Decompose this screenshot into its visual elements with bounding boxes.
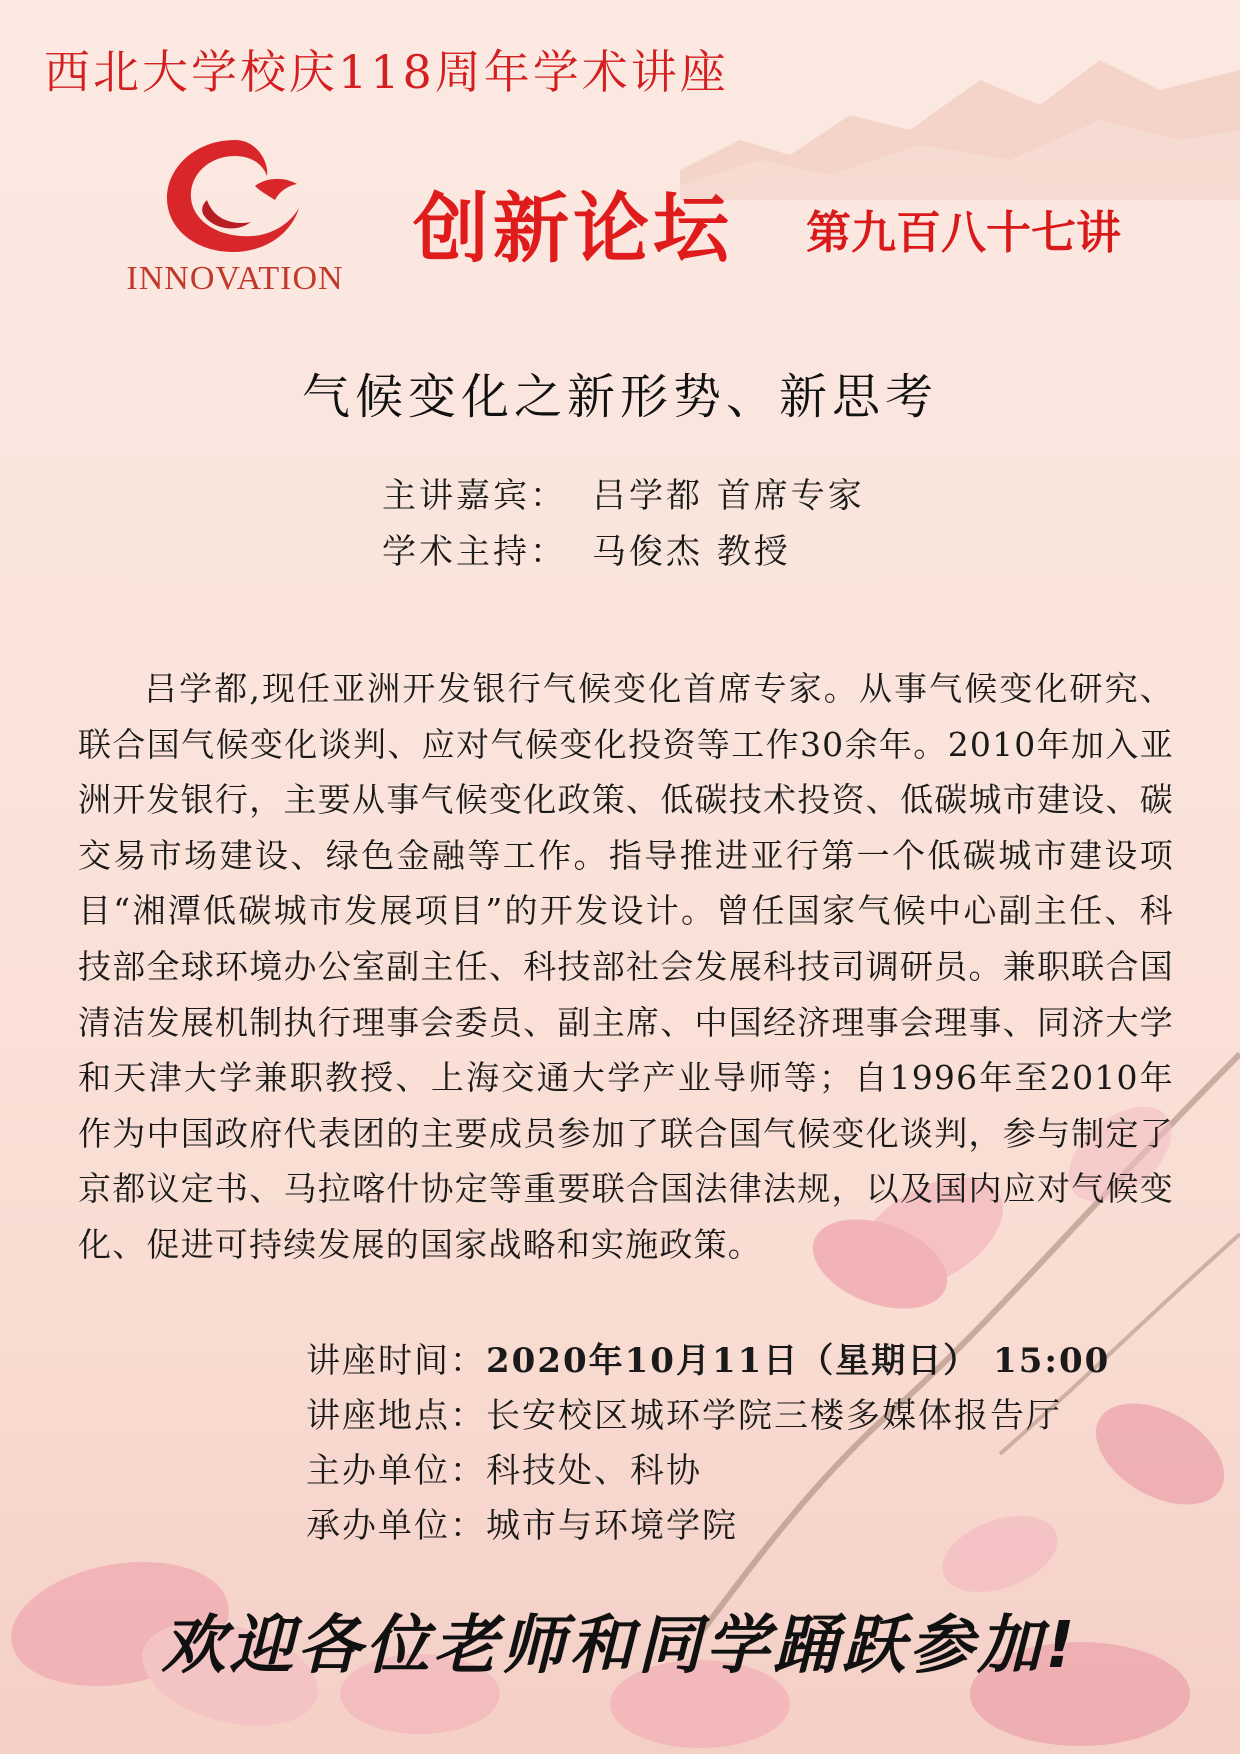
organizer-value: 城市与环境学院 <box>486 1506 738 1546</box>
speaker-label: 主讲嘉宾： <box>382 476 567 516</box>
speaker-bio: 吕学都,现任亚洲开发银行气候变化首席专家。从事气候变化研究、联合国气候变化谈判、应对气候变化投资等工作30余年。2010年加入亚洲开发银行，主要从事气候变化政策、低碳技术投资、低碳城市建设、碳交易市场建设、绿色金融等工作。指导推进亚行第一个低碳城市建设项目“湘潭低碳城市发展项目”的开发设计。曾任国家气候中心副主任、科技部全球环境办公室副主任、科技部社会发展科技司调研员。兼职联合国清洁发展机制执行理事会委员、副主席、中国经济理事会理事、同济大学和天津大学兼职教授、上海交通大学产业导师等；自1996年至2010年作为中国政府代表团的主要成员参加了联合国气候变化谈判，参与制定了京都议定书、马拉喀什协定等重要联合国法律法规，以及国内应对气候变化、促进可持续发展的国家战略和实施政策。 <box>78 669 1174 1264</box>
forum-name: 创新论坛 <box>413 184 733 273</box>
moderator-label: 学术主持： <box>382 532 567 572</box>
event-details <box>306 1334 1110 1554</box>
moderator-name: 马俊杰 教授 <box>592 532 791 572</box>
place-label: 讲座地点： <box>306 1396 486 1436</box>
lecture-number: 第九百八十七讲 <box>806 206 1122 259</box>
time-row <box>306 1334 1110 1389</box>
host-unit-value: 科技处、科协 <box>486 1451 702 1491</box>
welcome-slogan: 欢迎各位老师和同学踊跃参加! <box>161 1609 1079 1683</box>
host-unit-row <box>306 1444 1110 1499</box>
time-value: 2020年10月11日（星期日） 15:00 <box>486 1341 1111 1381</box>
talk-title: 气候变化之新形势、新思考 <box>301 369 938 425</box>
place-row <box>306 1389 1110 1444</box>
speaker-row <box>382 468 865 524</box>
organizer-row <box>306 1499 1110 1554</box>
time-label: 讲座时间： <box>306 1341 486 1381</box>
host-row <box>382 524 865 580</box>
host-unit-label: 主办单位： <box>306 1451 486 1491</box>
speaker-info <box>382 468 865 580</box>
event-title: 西北大学校庆118周年学术讲座 <box>44 45 729 99</box>
mountain-decoration <box>680 20 1240 200</box>
speaker-name: 吕学都 首席专家 <box>592 476 865 516</box>
place-value: 长安校区城环学院三楼多媒体报告厅 <box>486 1396 1062 1436</box>
organizer-label: 承办单位： <box>306 1506 486 1546</box>
innovation-logo <box>120 130 350 305</box>
logo-text: INNOVATION <box>126 260 344 297</box>
swirl-logo-icon <box>155 130 315 260</box>
